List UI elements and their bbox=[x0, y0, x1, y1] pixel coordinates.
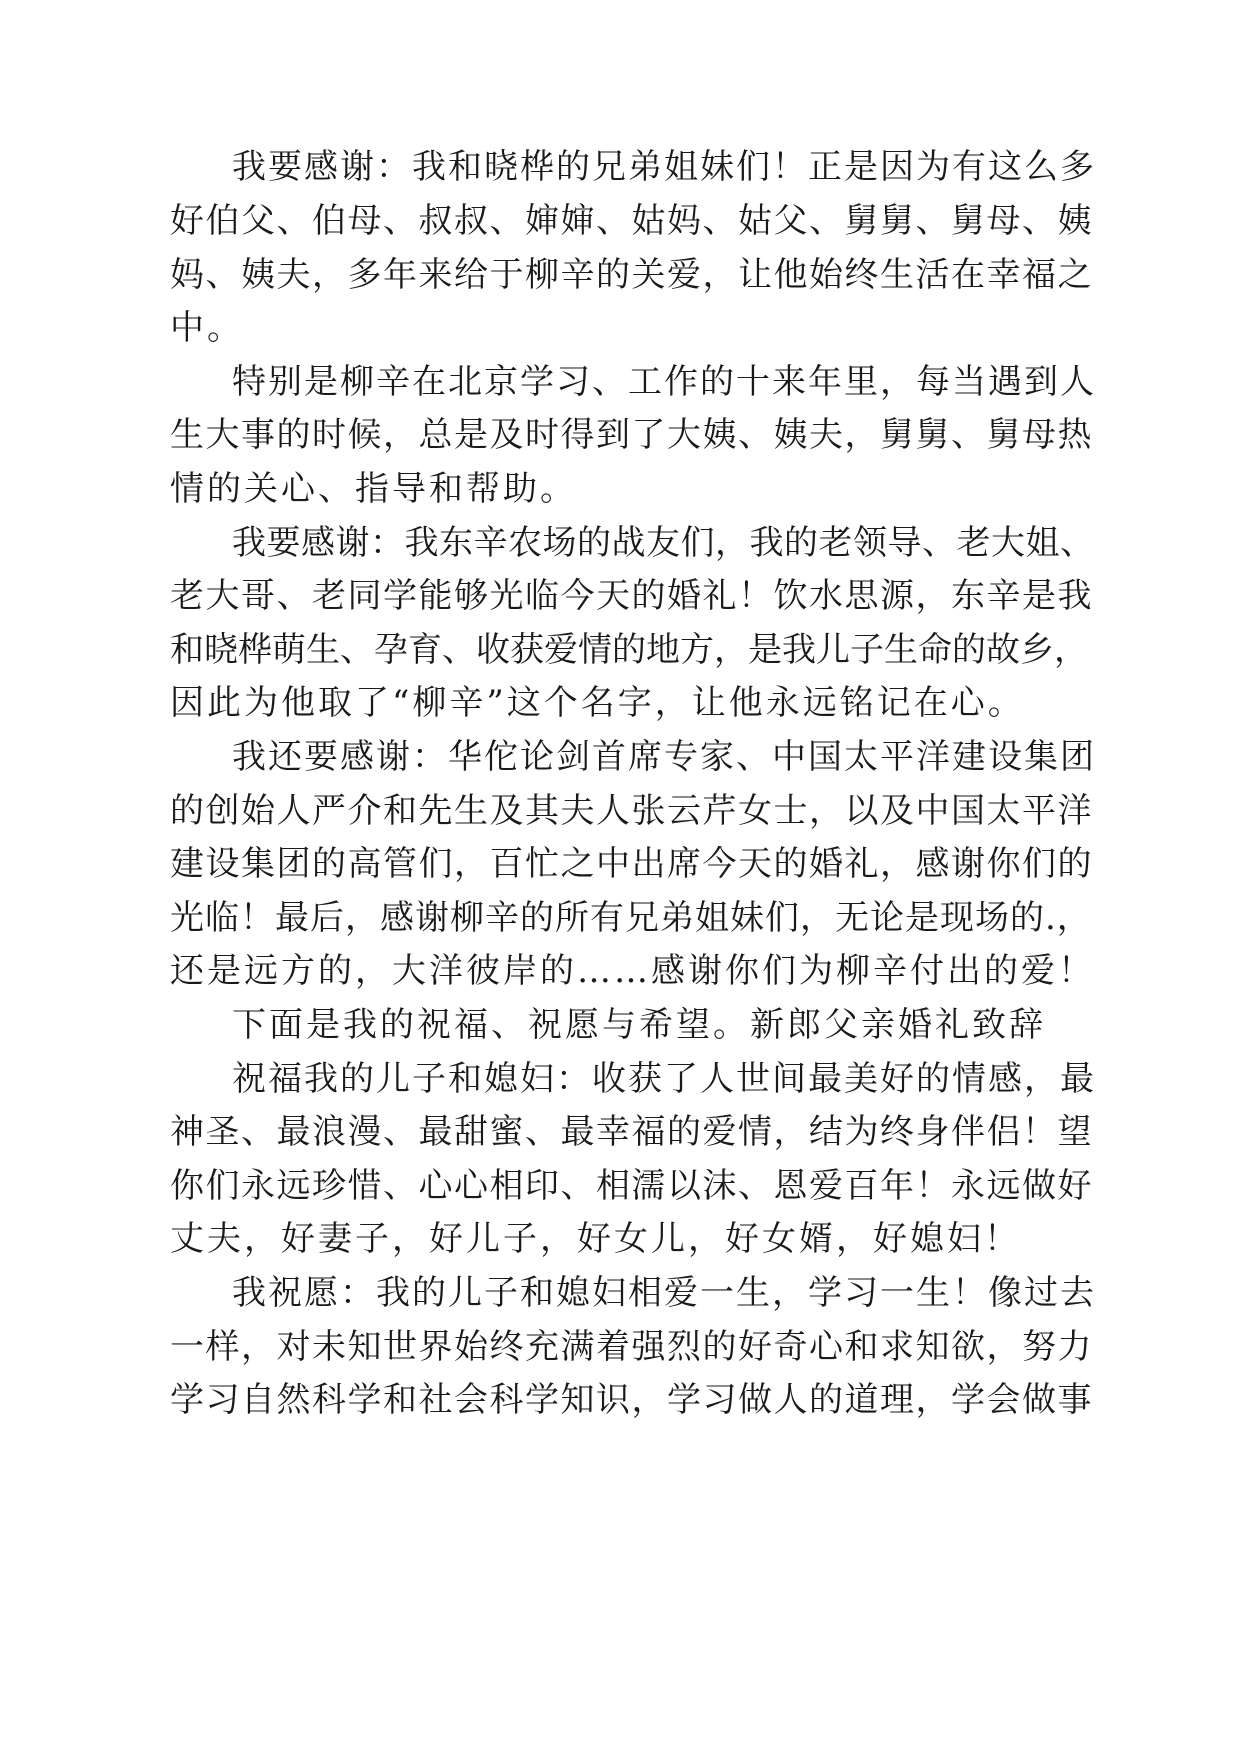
text-line-content: 光临！最后，感谢柳辛的所有兄弟姐妹们，无论是现场的.， bbox=[170, 898, 1092, 938]
text-line bbox=[0, 1103, 1241, 1161]
text-line bbox=[0, 728, 1241, 786]
text-line-content: 的创始人严介和先生及其夫人张云芹女士，以及中国太平洋 bbox=[170, 791, 1093, 831]
text-line-content: 情的关心、指导和帮助。 bbox=[170, 469, 577, 509]
text-line-content: 妈、姨夫，多年来给于柳辛的关爱，让他始终生活在幸福之 bbox=[170, 255, 1093, 295]
text-line bbox=[0, 889, 1241, 947]
text-line bbox=[0, 514, 1241, 572]
text-line-content: 祝福我的儿子和媳妇：收获了人世间最美好的情感，最 bbox=[232, 1059, 1096, 1099]
text-line bbox=[0, 1264, 1241, 1322]
text-line-content: 一样，对未知世界始终充满着强烈的好奇心和求知欲，努力 bbox=[170, 1327, 1093, 1367]
text-line bbox=[0, 996, 1241, 1054]
text-line bbox=[0, 567, 1241, 625]
text-line bbox=[0, 138, 1241, 196]
text-line bbox=[0, 1050, 1241, 1108]
text-line-content: 下面是我的祝福、祝愿与希望。新郎父亲婚礼致辞 bbox=[232, 1005, 1046, 1045]
text-line bbox=[0, 942, 1241, 1000]
text-line bbox=[0, 621, 1241, 679]
text-line-content: 神圣、最浪漫、最甜蜜、最幸福的爱情，结为终身伴侣！望 bbox=[170, 1112, 1093, 1152]
text-line-content: 好伯父、伯母、叔叔、婶婶、姑妈、姑父、舅舅、舅母、姨 bbox=[170, 201, 1093, 241]
text-line-content: 生大事的时候，总是及时得到了大姨、姨夫，舅舅、舅母热 bbox=[170, 415, 1093, 455]
text-line-content: 我要感谢：我东辛农场的战友们，我的老领导、老大姐、 bbox=[232, 523, 1095, 563]
text-line bbox=[0, 1210, 1241, 1268]
text-line bbox=[0, 299, 1241, 357]
text-line bbox=[0, 246, 1241, 304]
text-line-content: 特别是柳辛在北京学习、工作的十来年里，每当遇到人 bbox=[232, 362, 1096, 402]
text-line-content: 和晓桦萌生、孕育、收获爱情的地方，是我儿子生命的故乡， bbox=[170, 630, 1088, 670]
text-line-content: 丈夫，好妻子，好儿子，好女儿，好女婿，好媳妇！ bbox=[170, 1219, 1021, 1259]
text-line bbox=[0, 460, 1241, 518]
text-line bbox=[0, 1157, 1241, 1215]
text-line bbox=[0, 1371, 1241, 1429]
text-line-content: 中。 bbox=[170, 308, 244, 348]
text-line-content: 老大哥、老同学能够光临今天的婚礼！饮水思源，东辛是我 bbox=[170, 576, 1093, 616]
text-line bbox=[0, 192, 1241, 250]
text-line bbox=[0, 782, 1241, 840]
text-line bbox=[0, 835, 1241, 893]
text-line bbox=[0, 353, 1241, 411]
text-line bbox=[0, 674, 1241, 732]
text-line-content: 你们永远珍惜、心心相印、相濡以沫、恩爱百年！永远做好 bbox=[170, 1166, 1093, 1206]
text-line-content: 还是远方的，大洋彼岸的……感谢你们为柳辛付出的爱！ bbox=[170, 951, 1095, 991]
text-line-content: 我还要感谢：华佗论剑首席专家、中国太平洋建设集团 bbox=[232, 737, 1096, 777]
text-line-content: 我要感谢：我和晓桦的兄弟姐妹们！正是因为有这么多 bbox=[232, 147, 1096, 187]
text-line-content: 建设集团的高管们，百忙之中出席今天的婚礼，感谢你们的 bbox=[170, 844, 1093, 884]
text-line bbox=[0, 1318, 1241, 1376]
text-line-content: 学习自然科学和社会科学知识，学习做人的道理，学会做事 bbox=[170, 1380, 1093, 1420]
text-line-content: 因此为他取了“柳辛”这个名字，让他永远铭记在心。 bbox=[170, 683, 1025, 723]
text-line-content: 我祝愿：我的儿子和媳妇相爱一生，学习一生！像过去 bbox=[232, 1273, 1096, 1313]
text-line bbox=[0, 406, 1241, 464]
